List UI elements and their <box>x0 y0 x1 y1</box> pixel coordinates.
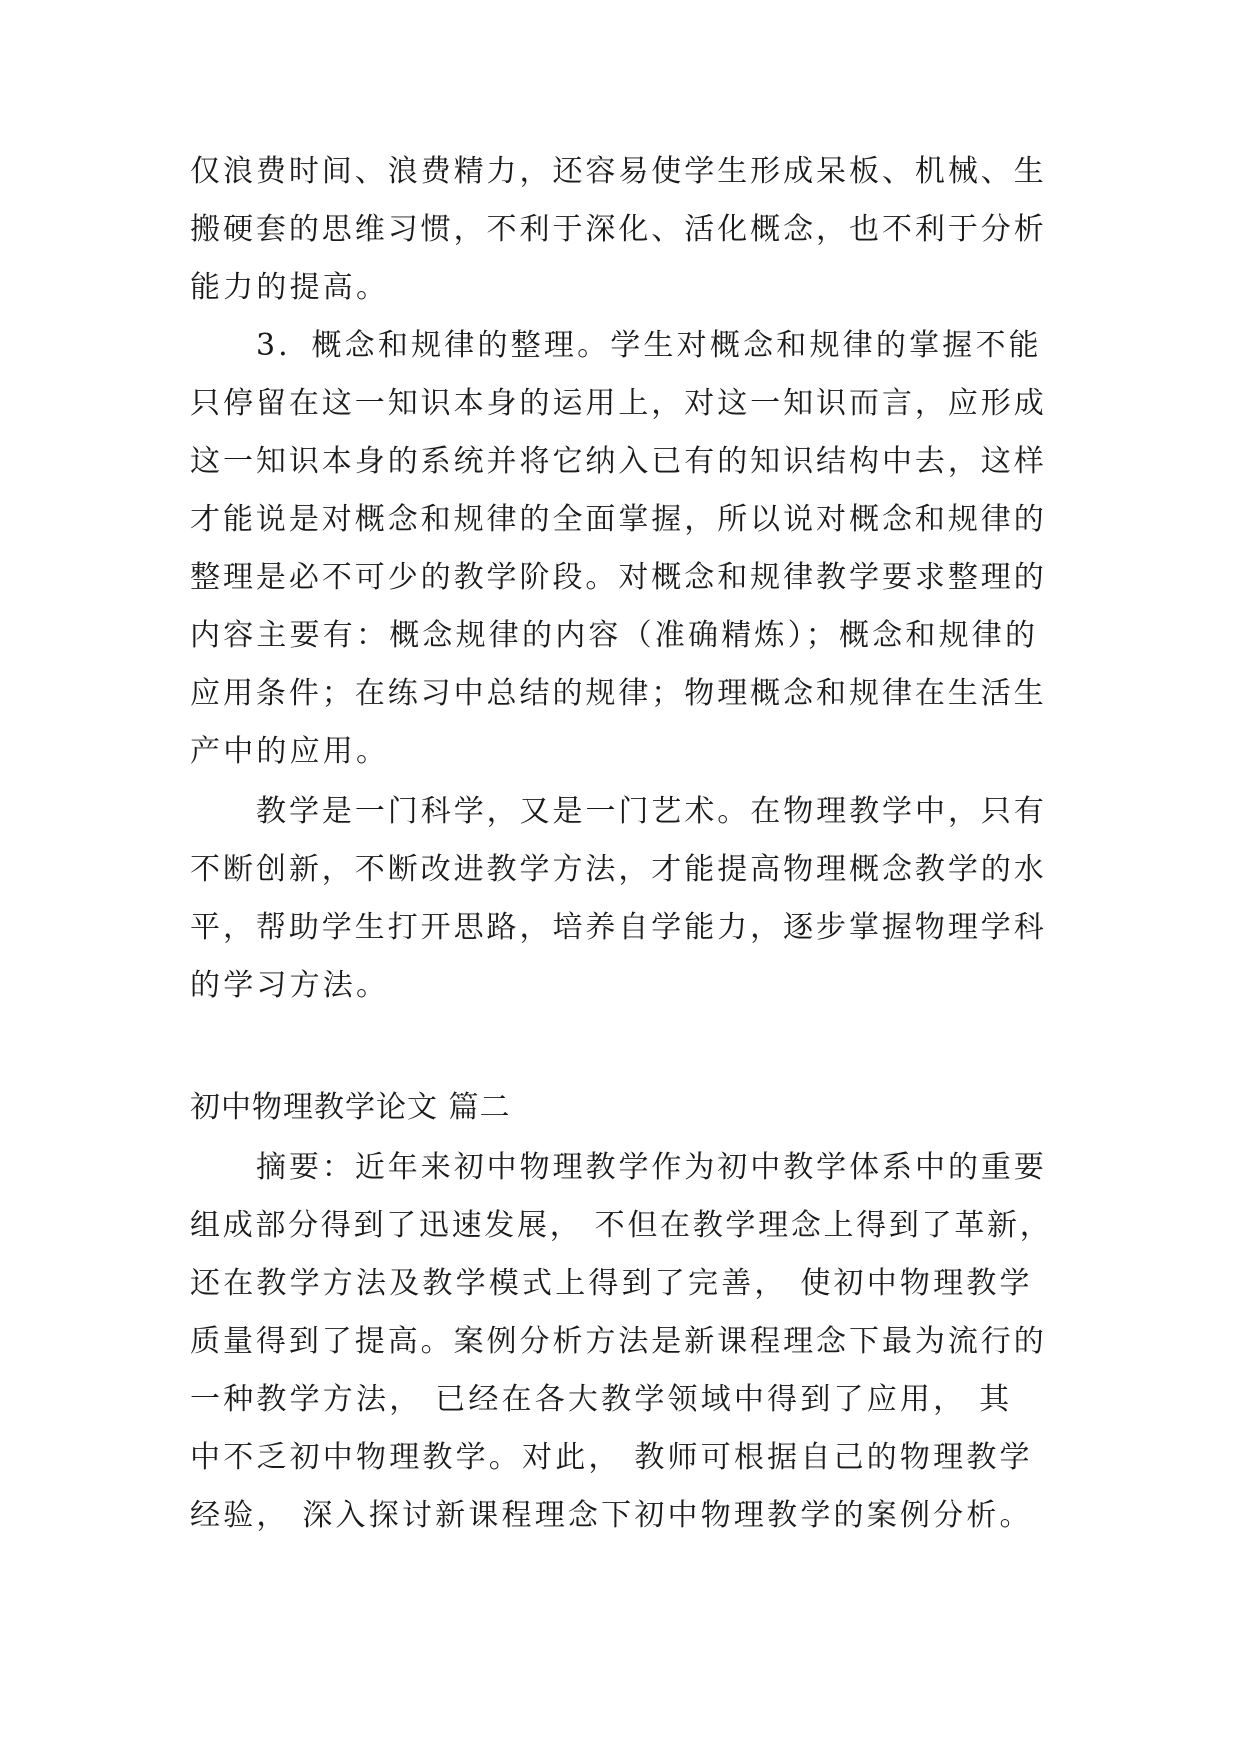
paragraph-line: 一种教学方法， 已经在各大教学领域中得到了应用， 其 <box>190 1382 1013 1417</box>
paragraph-line: 能力的提高。 <box>190 270 390 305</box>
paragraph-line: 组成部分得到了迅速发展， 不但在教学理念上得到了革新， <box>190 1208 1053 1243</box>
paragraph-line: 教学是一门科学，又是一门艺术。在物理教学中，只有 <box>256 794 1047 829</box>
paragraph-line: 不断创新，不断改进教学方法，才能提高物理概念教学的水 <box>190 852 1047 887</box>
paragraph-line: 3．概念和规律的整理。学生对概念和规律的掌握不能 <box>256 328 1042 363</box>
paragraph-line: 这一知识本身的系统并将它纳入已有的知识结构中去，这样 <box>190 444 1047 479</box>
paragraph-line: 中不乏初中物理教学。对此， 教师可根据自己的物理教学 <box>190 1440 1033 1475</box>
paragraph-line: 质量得到了提高。案例分析方法是新课程理念下最为流行的 <box>190 1324 1047 1359</box>
paragraph-line: 只停留在这一知识本身的运用上，对这一知识而言，应形成 <box>190 386 1047 421</box>
paragraph-line: 产中的应用。 <box>190 734 390 769</box>
paragraph-line: 内容主要有：概念规律的内容（准确精炼）；概念和规律的 <box>190 618 1039 653</box>
section-heading: 初中物理教学论文 篇二 <box>190 1090 511 1125</box>
paragraph-line: 才能说是对概念和规律的全面掌握，所以说对概念和规律的 <box>190 502 1047 537</box>
paragraph-line: 搬硬套的思维习惯，不利于深化、活化概念，也不利于分析 <box>190 212 1047 247</box>
paragraph-line: 还在教学方法及教学模式上得到了完善， 使初中物理教学 <box>190 1266 1033 1301</box>
paragraph-line: 仅浪费时间、浪费精力，还容易使学生形成呆板、机械、生 <box>190 154 1047 189</box>
paragraph-line: 整理是必不可少的教学阶段。对概念和规律教学要求整理的 <box>190 560 1047 595</box>
paragraph-line: 摘要：近年来初中物理教学作为初中教学体系中的重要 <box>256 1150 1047 1185</box>
paragraph-line: 的学习方法。 <box>190 968 390 1003</box>
paragraph-line: 平，帮助学生打开思路，培养自学能力，逐步掌握物理学科 <box>190 910 1047 945</box>
paragraph-line: 应用条件；在练习中总结的规律；物理概念和规律在生活生 <box>190 676 1047 711</box>
paragraph-line: 经验， 深入探讨新课程理念下初中物理教学的案例分析。 <box>190 1498 1033 1533</box>
